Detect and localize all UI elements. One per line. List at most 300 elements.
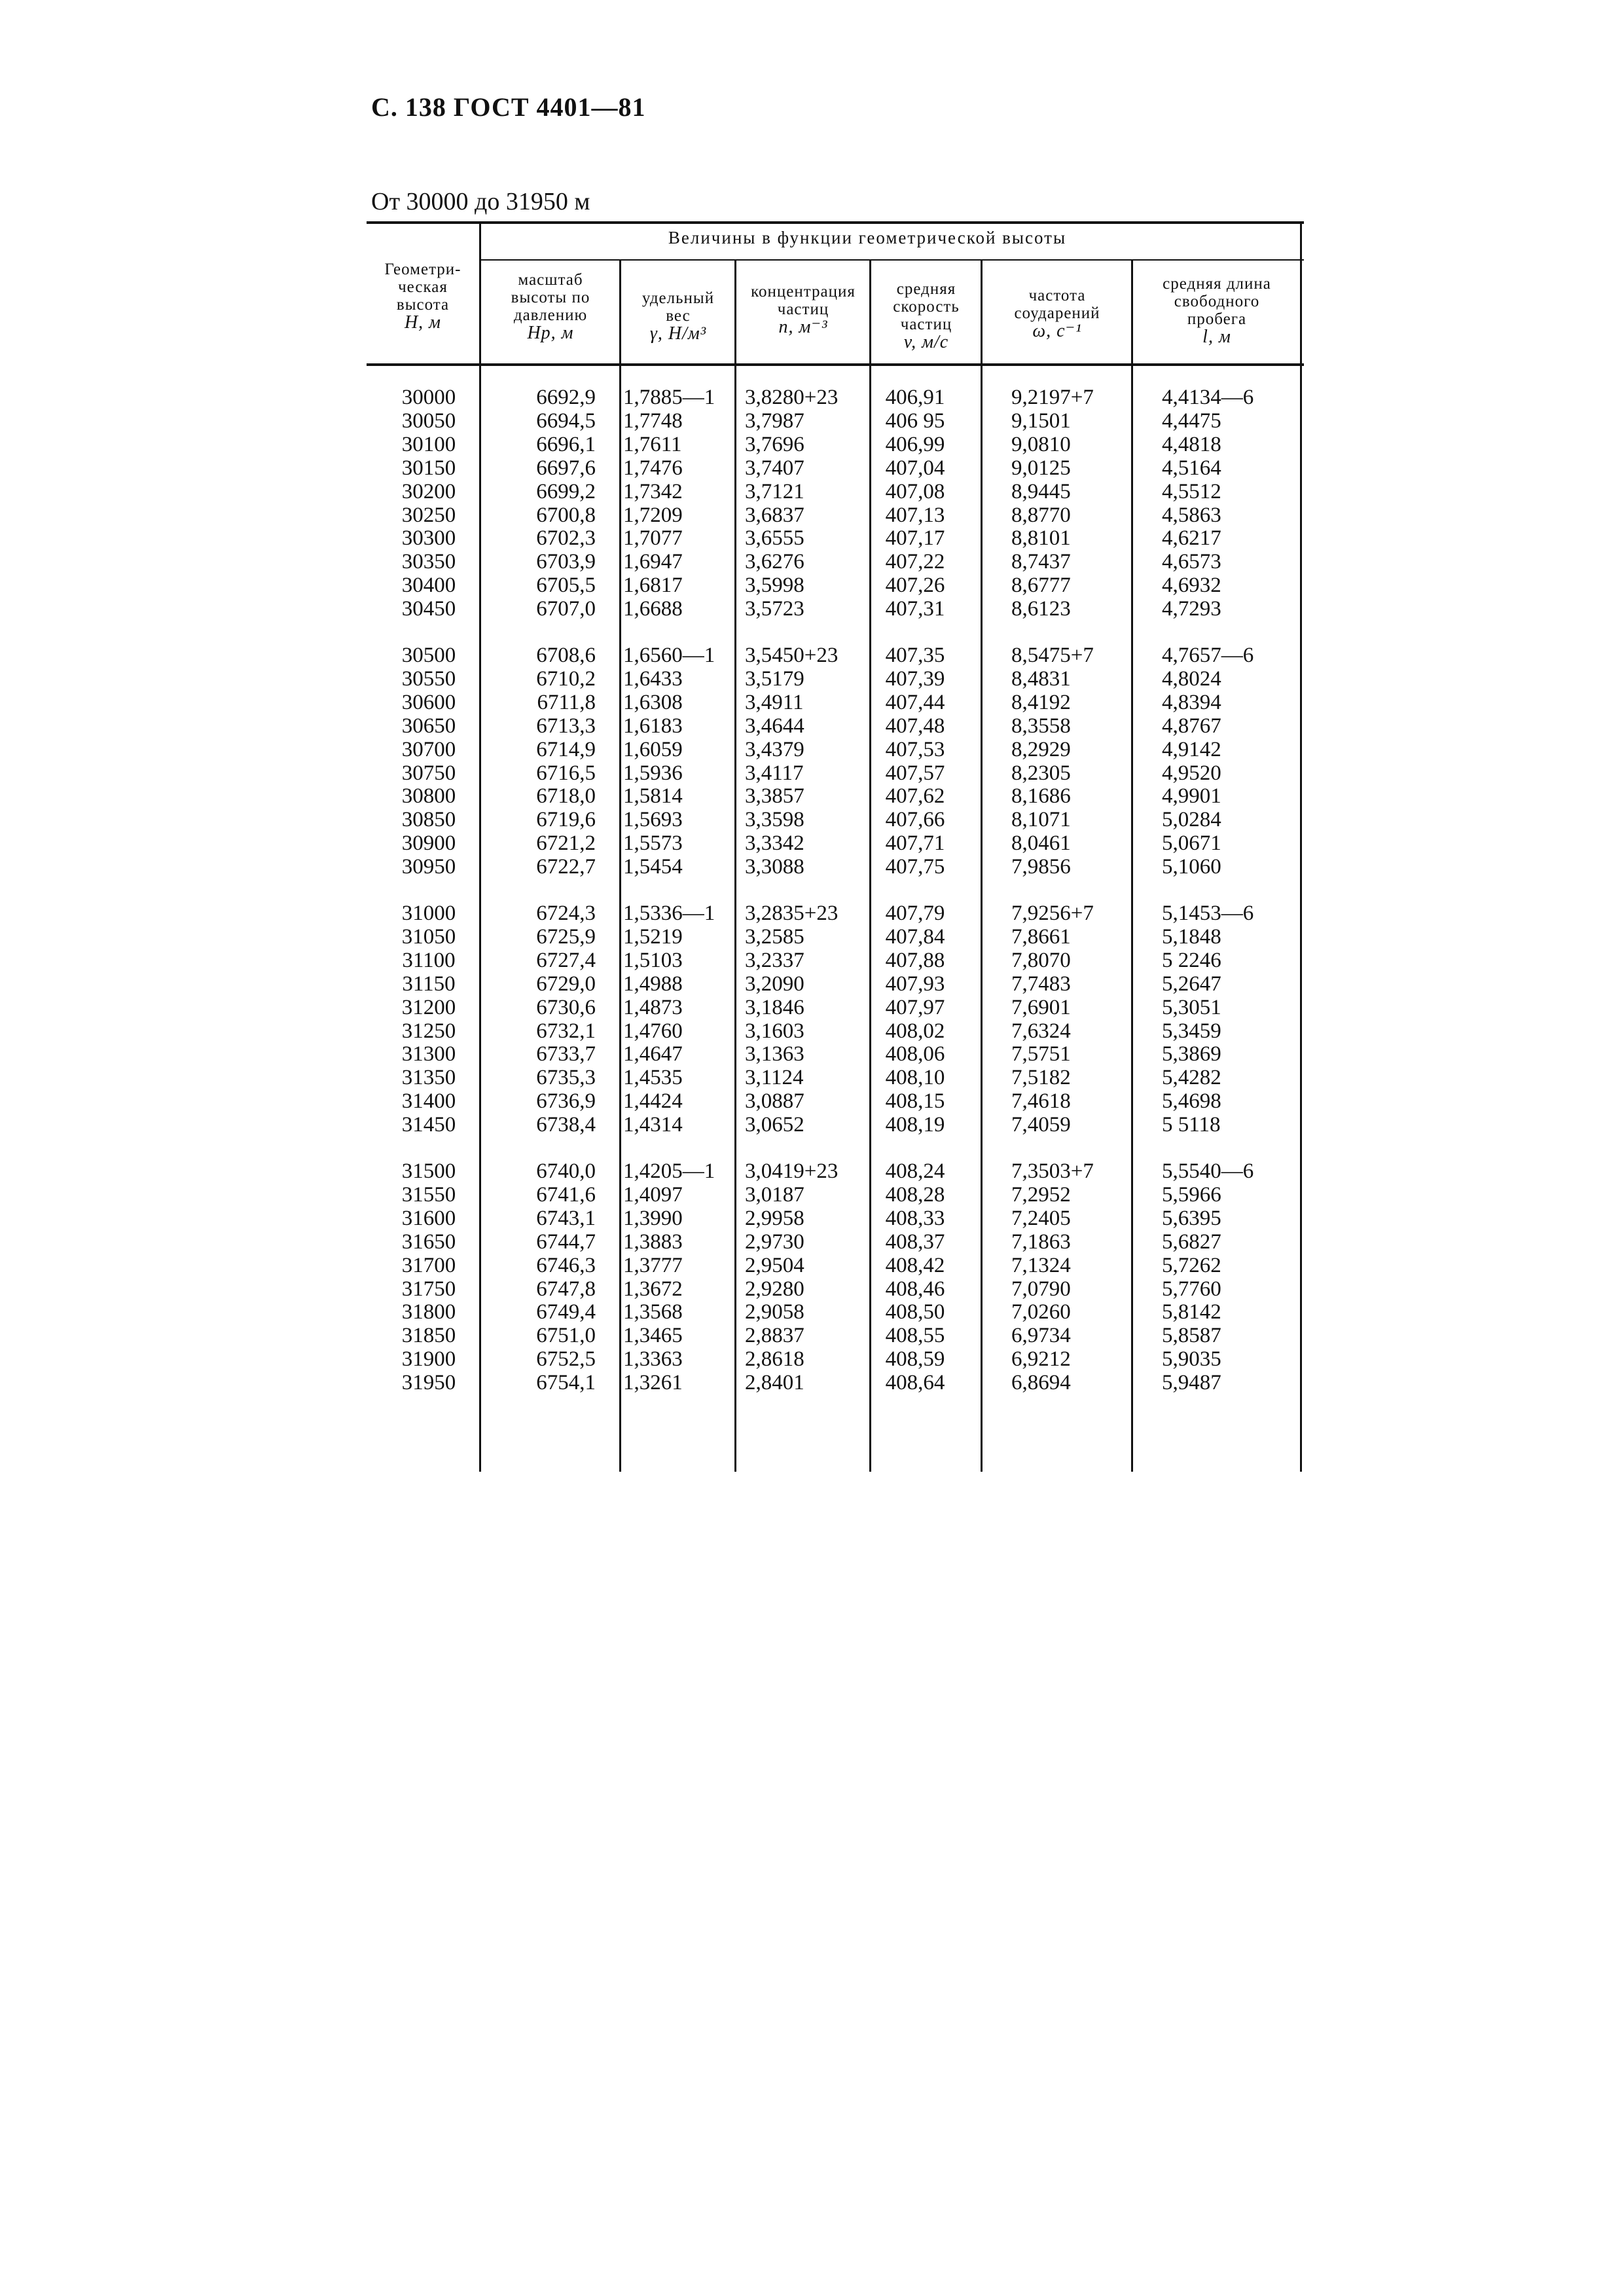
mean-speed-cell: 407,53	[885, 737, 945, 761]
mean-free-path-cell: 4,9142	[1162, 737, 1221, 761]
height-cell: 31400	[401, 1089, 456, 1114]
group-title: Величины в функции геометрической высоты	[668, 228, 1067, 247]
mean-free-path-cell: 5 2246	[1162, 948, 1221, 972]
pressure-scale-cell: 6697,6	[536, 456, 596, 480]
mean-free-path-cell: 5,4698	[1162, 1089, 1221, 1114]
table-row	[367, 1066, 1304, 1089]
table-row	[367, 1090, 1304, 1113]
height-cell: 30200	[401, 479, 456, 503]
collision-frequency-cell: 8,1071	[1011, 808, 1071, 832]
concentration-cell: 3,2585	[745, 924, 804, 949]
table-row	[367, 785, 1304, 808]
pressure-scale-cell: 6724,3	[536, 901, 596, 925]
mean-speed-cell: 407,79	[885, 901, 945, 925]
collision-frequency-cell: 9,1501	[1011, 409, 1071, 433]
table-row	[367, 1254, 1304, 1277]
concentration-cell: 3,5998	[745, 574, 804, 598]
specific-weight-cell: 1,5454	[623, 855, 683, 879]
mean-speed-cell: 407,88	[885, 948, 945, 972]
specific-weight-cell: 1,6947	[623, 550, 683, 574]
height-cell: 31000	[401, 901, 456, 925]
height-cell: 30350	[401, 550, 456, 574]
table-row	[367, 1160, 1304, 1183]
specific-weight-cell: 1,5219	[623, 924, 683, 949]
collision-frequency-cell: 9,2197+7	[1011, 386, 1094, 409]
mean-free-path-cell: 4,5164	[1162, 456, 1221, 480]
mean-free-path-cell: 4,8024	[1162, 666, 1221, 691]
height-cell: 31050	[401, 924, 456, 949]
table-row	[367, 527, 1304, 550]
mean-free-path-cell: 5 5118	[1162, 1113, 1221, 1137]
collision-frequency-cell: 8,0461	[1011, 831, 1071, 856]
mean-free-path-cell: 4,4475	[1162, 409, 1221, 433]
specific-weight-cell: 1,3261	[623, 1371, 683, 1395]
pressure-scale-cell: 6707,0	[536, 597, 596, 621]
pressure-scale-cell: 6702,3	[536, 526, 596, 551]
specific-weight-cell: 1,3990	[623, 1206, 683, 1230]
table-row	[367, 668, 1304, 691]
collision-frequency-cell: 8,4831	[1011, 666, 1071, 691]
mean-speed-cell: 408,33	[885, 1206, 945, 1230]
col-header-collision-frequency: частота соударений ω, с⁻¹	[1014, 287, 1100, 341]
pressure-scale-cell: 6716,5	[536, 761, 596, 785]
mean-free-path-cell: 4,5863	[1162, 503, 1221, 527]
height-cell: 30300	[401, 526, 456, 551]
mean-free-path-cell: 5,6827	[1162, 1229, 1221, 1254]
height-cell: 30650	[401, 714, 456, 738]
concentration-cell: 3,2090	[745, 972, 804, 996]
mean-speed-cell: 407,39	[885, 666, 945, 691]
table-row	[367, 1020, 1304, 1043]
mean-speed-cell: 408,55	[885, 1324, 945, 1348]
pressure-scale-cell: 6732,1	[536, 1019, 596, 1043]
concentration-cell: 3,7987	[745, 409, 804, 433]
specific-weight-cell: 1,4535	[623, 1066, 683, 1090]
pressure-scale-cell: 6752,5	[536, 1347, 596, 1372]
collision-frequency-cell: 7,2952	[1011, 1182, 1071, 1207]
mean-free-path-cell: 5,3051	[1162, 995, 1221, 1019]
concentration-cell: 3,4644	[745, 714, 804, 738]
specific-weight-cell: 1,4988	[623, 972, 683, 996]
pressure-scale-cell: 6708,6	[536, 644, 596, 667]
mean-speed-cell: 407,71	[885, 831, 945, 856]
height-cell: 31250	[401, 1019, 456, 1043]
concentration-cell: 3,3088	[745, 855, 804, 879]
mean-speed-cell: 408,15	[885, 1089, 945, 1114]
data-table	[367, 221, 1304, 1472]
table-row	[367, 481, 1304, 503]
collision-frequency-cell: 8,8101	[1011, 526, 1071, 551]
concentration-cell: 3,3598	[745, 808, 804, 832]
table-row	[367, 856, 1304, 879]
table-row	[367, 1207, 1304, 1230]
mean-speed-cell: 408,10	[885, 1066, 945, 1090]
mean-free-path-cell: 5,0671	[1162, 831, 1221, 856]
mean-speed-cell: 407,22	[885, 550, 945, 574]
specific-weight-cell: 1,7476	[623, 456, 683, 480]
collision-frequency-cell: 6,9734	[1011, 1324, 1071, 1348]
mean-free-path-cell: 4,9901	[1162, 784, 1221, 809]
mean-speed-cell: 407,44	[885, 690, 945, 714]
height-cell: 30550	[401, 666, 456, 691]
col-header-mean-speed: средняя скорость частиц v, м/с	[893, 280, 960, 352]
table-row	[367, 1043, 1304, 1066]
mean-free-path-cell: 5,9035	[1162, 1347, 1221, 1372]
mean-speed-cell: 408,46	[885, 1277, 945, 1301]
mean-speed-cell: 407,08	[885, 479, 945, 503]
header-bottom-rule	[367, 363, 1304, 366]
col-header-specific-weight: удельный вес γ, Н/м³	[641, 289, 715, 344]
table-row	[367, 902, 1304, 925]
mean-speed-cell: 407,04	[885, 456, 945, 480]
mean-speed-cell: 407,57	[885, 761, 945, 785]
height-cell: 31900	[401, 1347, 456, 1372]
group-title-rule	[479, 259, 1304, 261]
table-top-rule	[367, 221, 1304, 224]
specific-weight-cell: 1,3672	[623, 1277, 683, 1301]
table-row	[367, 809, 1304, 831]
concentration-cell: 3,7407	[745, 456, 804, 480]
concentration-cell: 3,3342	[745, 831, 804, 856]
concentration-cell: 2,9058	[745, 1300, 804, 1324]
collision-frequency-cell: 6,9212	[1011, 1347, 1071, 1372]
specific-weight-cell: 1,4205—1	[623, 1159, 715, 1183]
pressure-scale-cell: 6754,1	[536, 1371, 596, 1395]
concentration-cell: 3,6276	[745, 550, 804, 574]
collision-frequency-cell: 8,2929	[1011, 737, 1071, 761]
height-cell: 31100	[402, 948, 456, 972]
concentration-cell: 3,5450+23	[745, 644, 839, 667]
specific-weight-cell: 1,4424	[623, 1089, 683, 1114]
mean-speed-cell: 408,64	[885, 1371, 945, 1395]
collision-frequency-cell: 8,2305	[1011, 761, 1071, 785]
collision-frequency-cell: 7,8070	[1011, 948, 1071, 972]
specific-weight-cell: 1,3568	[623, 1300, 683, 1324]
table-row	[367, 386, 1304, 409]
pressure-scale-cell: 6735,3	[536, 1066, 596, 1090]
height-cell: 30250	[401, 503, 456, 527]
collision-frequency-cell: 7,8661	[1011, 924, 1071, 949]
height-cell: 31450	[401, 1113, 456, 1137]
table-row	[367, 832, 1304, 855]
height-cell: 31600	[401, 1206, 456, 1230]
specific-weight-cell: 1,6688	[623, 597, 683, 621]
pressure-scale-cell: 6729,0	[536, 972, 596, 996]
table-row	[367, 1231, 1304, 1254]
pressure-scale-cell: 6740,0	[536, 1159, 596, 1183]
collision-frequency-cell: 7,0790	[1011, 1277, 1071, 1301]
height-cell: 30700	[401, 737, 456, 761]
concentration-cell: 3,3857	[745, 784, 804, 809]
table-row	[367, 433, 1304, 456]
mean-speed-cell: 408,19	[885, 1113, 945, 1137]
mean-speed-cell: 407,93	[885, 972, 945, 996]
concentration-cell: 3,5723	[745, 597, 804, 621]
table-row	[367, 574, 1304, 597]
concentration-cell: 3,1363	[745, 1042, 804, 1066]
pressure-scale-cell: 6736,9	[536, 1089, 596, 1114]
pressure-scale-cell: 6730,6	[536, 995, 596, 1019]
concentration-cell: 3,1124	[745, 1066, 804, 1090]
specific-weight-cell: 1,7077	[623, 526, 683, 551]
specific-weight-cell: 1,6560—1	[623, 644, 715, 667]
concentration-cell: 3,2835+23	[745, 901, 839, 925]
concentration-cell: 3,0419+23	[745, 1159, 839, 1183]
table-row	[367, 1184, 1304, 1207]
height-cell: 31300	[401, 1042, 456, 1066]
specific-weight-cell: 1,6433	[623, 666, 683, 691]
page-header: С. 138 ГОСТ 4401—81	[371, 92, 646, 122]
table-row	[367, 598, 1304, 621]
specific-weight-cell: 1,3363	[623, 1347, 683, 1372]
table-row	[367, 410, 1304, 433]
concentration-cell: 3,0652	[745, 1113, 804, 1137]
table-row	[367, 1301, 1304, 1324]
pressure-scale-cell: 6696,1	[536, 432, 596, 456]
pressure-scale-cell: 6694,5	[536, 409, 596, 433]
mean-free-path-cell: 5,9487	[1162, 1371, 1221, 1395]
height-cell: 31850	[401, 1324, 456, 1348]
pressure-scale-cell: 6744,7	[536, 1229, 596, 1254]
table-row	[367, 1114, 1304, 1137]
pressure-scale-cell: 6746,3	[536, 1253, 596, 1277]
collision-frequency-cell: 7,9856	[1011, 855, 1071, 879]
mean-free-path-cell: 5,2647	[1162, 972, 1221, 996]
pressure-scale-cell: 6733,7	[536, 1042, 596, 1066]
specific-weight-cell: 1,5814	[623, 784, 683, 809]
concentration-cell: 2,9958	[745, 1206, 804, 1230]
pressure-scale-cell: 6713,3	[536, 714, 596, 738]
pressure-scale-cell: 6749,4	[536, 1300, 596, 1324]
pressure-scale-cell: 6727,4	[536, 948, 596, 972]
mean-free-path-cell: 4,4134—6	[1162, 386, 1254, 409]
specific-weight-cell: 1,6308	[623, 690, 683, 714]
height-cell: 30450	[401, 597, 456, 621]
collision-frequency-cell: 9,0810	[1011, 432, 1071, 456]
concentration-cell: 3,4379	[745, 737, 804, 761]
collision-frequency-cell: 7,6901	[1011, 995, 1071, 1019]
concentration-cell: 2,8618	[745, 1347, 804, 1372]
mean-speed-cell: 406,91	[885, 386, 945, 409]
collision-frequency-cell: 7,0260	[1011, 1300, 1071, 1324]
collision-frequency-cell: 6,8694	[1011, 1371, 1071, 1395]
table-row	[367, 973, 1304, 996]
mean-speed-cell: 407,31	[885, 597, 945, 621]
specific-weight-cell: 1,6183	[623, 714, 683, 738]
collision-frequency-cell: 8,7437	[1011, 550, 1071, 574]
height-cell: 31150	[402, 972, 456, 996]
specific-weight-cell: 1,4314	[623, 1113, 683, 1137]
table-row	[367, 1372, 1304, 1394]
concentration-cell: 3,6837	[745, 503, 804, 527]
mean-free-path-cell: 4,6932	[1162, 574, 1221, 598]
concentration-cell: 3,1846	[745, 995, 804, 1019]
mean-speed-cell: 407,75	[885, 855, 945, 879]
concentration-cell: 2,9504	[745, 1253, 804, 1277]
specific-weight-cell: 1,3465	[623, 1324, 683, 1348]
concentration-cell: 3,7121	[745, 479, 804, 503]
height-cell: 30600	[401, 690, 456, 714]
mean-free-path-cell: 4,7293	[1162, 597, 1221, 621]
table-row	[367, 1324, 1304, 1347]
collision-frequency-cell: 8,5475+7	[1011, 644, 1094, 667]
specific-weight-cell: 1,7748	[623, 409, 683, 433]
pressure-scale-cell: 6692,9	[536, 386, 596, 409]
table-row	[367, 644, 1304, 667]
concentration-cell: 2,8837	[745, 1324, 804, 1348]
table-row	[367, 715, 1304, 738]
pressure-scale-cell: 6710,2	[536, 666, 596, 691]
collision-frequency-cell: 7,2405	[1011, 1206, 1071, 1230]
mean-free-path-cell: 4,9520	[1162, 761, 1221, 785]
height-cell: 30100	[401, 432, 456, 456]
pressure-scale-cell: 6699,2	[536, 479, 596, 503]
mean-speed-cell: 408,06	[885, 1042, 945, 1066]
concentration-cell: 3,4911	[745, 690, 804, 714]
pressure-scale-cell: 6705,5	[536, 574, 596, 598]
collision-frequency-cell: 8,4192	[1011, 690, 1071, 714]
mean-speed-cell: 408,50	[885, 1300, 945, 1324]
height-cell: 31950	[401, 1371, 456, 1395]
pressure-scale-cell: 6714,9	[536, 737, 596, 761]
mean-free-path-cell: 5,3459	[1162, 1019, 1221, 1043]
pressure-scale-cell: 6700,8	[536, 503, 596, 527]
height-cell: 30000	[401, 386, 456, 409]
col-header-mean-free-path: средняя длина свободного пробега l, м	[1163, 275, 1271, 347]
mean-speed-cell: 408,59	[885, 1347, 945, 1372]
table-row	[367, 551, 1304, 574]
mean-free-path-cell: 5,7760	[1162, 1277, 1221, 1301]
concentration-cell: 2,9730	[745, 1229, 804, 1254]
mean-free-path-cell: 4,4818	[1162, 432, 1221, 456]
col-header-height: Геометри- ческая высота H, м	[384, 261, 461, 333]
specific-weight-cell: 1,7611	[623, 432, 682, 456]
pressure-scale-cell: 6747,8	[536, 1277, 596, 1301]
mean-speed-cell: 407,97	[885, 995, 945, 1019]
collision-frequency-cell: 7,1324	[1011, 1253, 1071, 1277]
collision-frequency-cell: 8,9445	[1011, 479, 1071, 503]
mean-speed-cell: 407,26	[885, 574, 945, 598]
height-cell: 30950	[401, 855, 456, 879]
height-cell: 31200	[401, 995, 456, 1019]
mean-free-path-cell: 5,5540—6	[1162, 1159, 1254, 1183]
height-cell: 30800	[401, 784, 456, 809]
mean-free-path-cell: 5,8142	[1162, 1300, 1221, 1324]
mean-free-path-cell: 5,8587	[1162, 1324, 1221, 1348]
mean-speed-cell: 407,84	[885, 924, 945, 949]
specific-weight-cell: 1,5103	[623, 948, 683, 972]
table-row	[367, 1278, 1304, 1301]
collision-frequency-cell: 7,5182	[1011, 1066, 1071, 1090]
pressure-scale-cell: 6722,7	[536, 855, 596, 879]
mean-free-path-cell: 5,3869	[1162, 1042, 1221, 1066]
specific-weight-cell: 1,5936	[623, 761, 683, 785]
pressure-scale-cell: 6751,0	[536, 1324, 596, 1348]
table-row	[367, 504, 1304, 527]
mean-speed-cell: 408,37	[885, 1229, 945, 1254]
specific-weight-cell: 1,4097	[623, 1182, 683, 1207]
concentration-cell: 3,2337	[745, 948, 804, 972]
pressure-scale-cell: 6718,0	[536, 784, 596, 809]
collision-frequency-cell: 8,3558	[1011, 714, 1071, 738]
pressure-scale-cell: 6711,8	[537, 690, 596, 714]
col-header-pressure-scale: масштаб высоты по давлению Hp, м	[511, 271, 590, 343]
height-cell: 31700	[401, 1253, 456, 1277]
mean-free-path-cell: 4,7657—6	[1162, 644, 1254, 667]
table-row	[367, 949, 1304, 972]
mean-speed-cell: 408,24	[885, 1159, 945, 1183]
height-cell: 30400	[401, 574, 456, 598]
mean-free-path-cell: 5,7262	[1162, 1253, 1221, 1277]
collision-frequency-cell: 7,5751	[1011, 1042, 1071, 1066]
mean-speed-cell: 407,17	[885, 526, 945, 551]
pressure-scale-cell: 6719,6	[536, 808, 596, 832]
specific-weight-cell: 1,6059	[623, 737, 683, 761]
mean-free-path-cell: 5,1060	[1162, 855, 1221, 879]
mean-free-path-cell: 4,6573	[1162, 550, 1221, 574]
collision-frequency-cell: 9,0125	[1011, 456, 1071, 480]
collision-frequency-cell: 7,6324	[1011, 1019, 1071, 1043]
height-cell: 30850	[401, 808, 456, 832]
mean-speed-cell: 407,48	[885, 714, 945, 738]
mean-free-path-cell: 4,6217	[1162, 526, 1221, 551]
mean-speed-cell: 407,66	[885, 808, 945, 832]
specific-weight-cell: 1,5573	[623, 831, 683, 856]
mean-speed-cell: 407,35	[885, 644, 945, 667]
specific-weight-cell: 1,5336—1	[623, 901, 715, 925]
collision-frequency-cell: 8,8770	[1011, 503, 1071, 527]
concentration-cell: 3,8280+23	[745, 386, 839, 409]
height-cell: 30900	[401, 831, 456, 856]
specific-weight-cell: 1,4873	[623, 995, 683, 1019]
concentration-cell: 3,4117	[745, 761, 804, 785]
height-cell: 30500	[401, 644, 456, 667]
mean-free-path-cell: 5,6395	[1162, 1206, 1221, 1230]
mean-speed-cell: 408,02	[885, 1019, 945, 1043]
height-cell: 31500	[401, 1159, 456, 1183]
col-header-concentration: концентрация частиц n, м⁻³	[751, 283, 856, 337]
table-row	[367, 457, 1304, 480]
table-row	[367, 762, 1304, 785]
mean-free-path-cell: 4,8394	[1162, 690, 1221, 714]
concentration-cell: 2,9280	[745, 1277, 804, 1301]
height-cell: 31750	[401, 1277, 456, 1301]
height-cell: 30150	[401, 456, 456, 480]
pressure-scale-cell: 6725,9	[536, 924, 596, 949]
specific-weight-cell: 1,4647	[623, 1042, 683, 1066]
collision-frequency-cell: 7,4618	[1011, 1089, 1071, 1114]
mean-free-path-cell: 5,5966	[1162, 1182, 1221, 1207]
concentration-cell: 3,6555	[745, 526, 804, 551]
collision-frequency-cell: 7,7483	[1011, 972, 1071, 996]
mean-speed-cell: 408,42	[885, 1253, 945, 1277]
table-row	[367, 926, 1304, 949]
specific-weight-cell: 1,5693	[623, 808, 683, 832]
mean-free-path-cell: 5,1453—6	[1162, 901, 1254, 925]
mean-speed-cell: 406,99	[885, 432, 945, 456]
concentration-cell: 3,5179	[745, 666, 804, 691]
concentration-cell: 3,0887	[745, 1089, 804, 1114]
specific-weight-cell: 1,3777	[623, 1253, 683, 1277]
mean-free-path-cell: 5,0284	[1162, 808, 1221, 832]
pressure-scale-cell: 6703,9	[536, 550, 596, 574]
height-cell: 31800	[401, 1300, 456, 1324]
specific-weight-cell: 1,6817	[623, 574, 683, 598]
mean-speed-cell: 406 95	[885, 409, 945, 433]
pressure-scale-cell: 6721,2	[536, 831, 596, 856]
pressure-scale-cell: 6743,1	[536, 1206, 596, 1230]
specific-weight-cell: 1,3883	[623, 1229, 683, 1254]
